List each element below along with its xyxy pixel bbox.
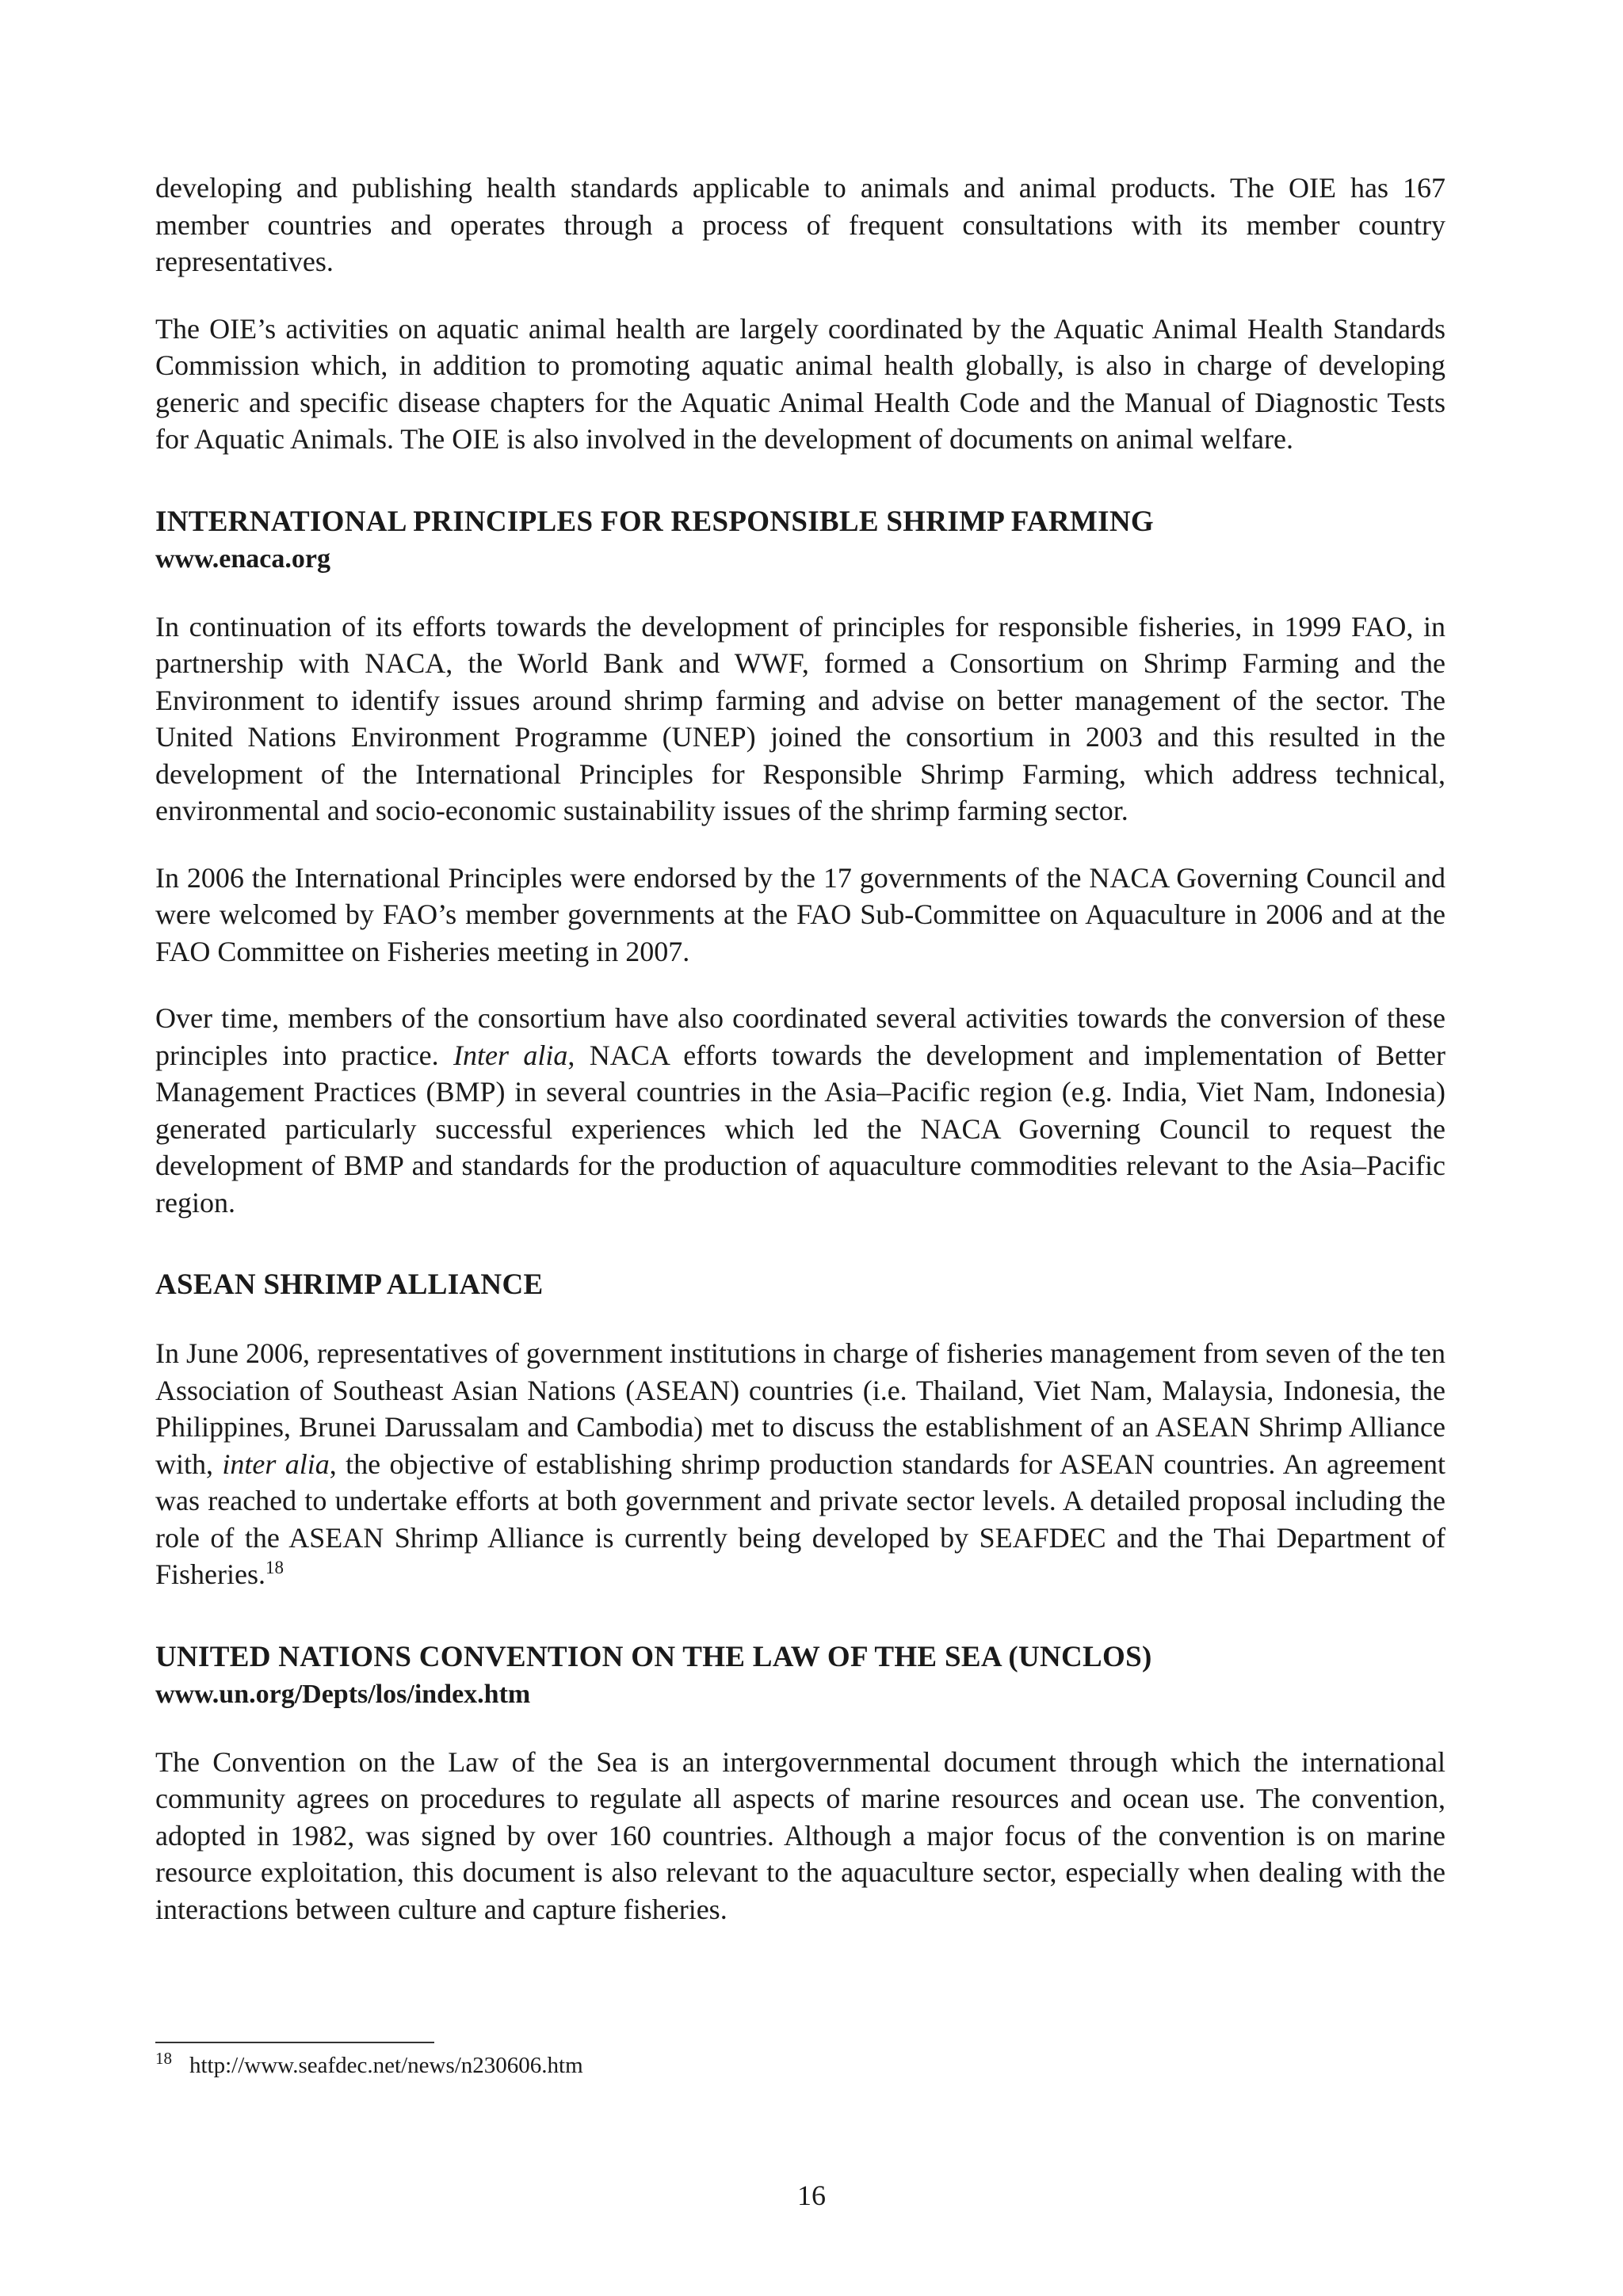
italic-inter-alia: inter alia xyxy=(222,1447,330,1480)
italic-inter-alia: Inter alia xyxy=(453,1039,568,1071)
text-run: Over time, members of the consortium have also coordinated several activities towards the conversion of these principles into practice. xyxy=(155,1002,1445,1071)
paragraph-shrimp-principles-2: In 2006 the International Principles were endorsed by the 17 governments of the NACA Governing Council and were welcomed by FAO’s member governments at the FAO Sub-Committee on Aquaculture in 2006 and at the FAO Committee on Fisheries meeting in 2007. xyxy=(155,861,1445,967)
footnote-link[interactable]: http://www.seafdec.net/news/n230606.htm xyxy=(189,2053,583,2078)
link-enaca[interactable]: www.enaca.org xyxy=(155,543,330,574)
paragraph-shrimp-principles-1: In continuation of its efforts towards the development of principles for responsible fisheries, in 1999 FAO, in partnership with NACA, the World Bank and WWF, formed a Consortium on Shrimp Farming and the Environment to identify issues around shrimp farming and advise on better management of the sector. The United Nations Environment Programme (UNEP) joined the consortium in 2003 and this resulted in the development of the International Principles for Responsible Shrimp Farming, which address technical, environmental and socio-economic sustainability issues of the shrimp farming sector. xyxy=(155,610,1445,826)
text-run: In June 2006, representatives of government institutions in charge of fisheries management from seven of the ten Association of Southeast Asian Nations (ASEAN) countries (i.e. Thailand, Viet Nam, Malaysia, Indonesia, the Philippines, Brunei Darussalam and Cambodia) met to discuss the establishment of an ASEAN Shrimp Alliance with, xyxy=(155,1337,1445,1480)
text-run: , the objective of establishing shrimp production standards for ASEAN countries. An agreement was reached to undertake efforts at both government and private sector levels. A detailed proposal including the role of the ASEAN Shrimp Alliance is currently being developed by SEAFDEC and the Thai Department of Fisheries. xyxy=(155,1447,1445,1590)
footnote xyxy=(155,2050,583,2081)
footnote-number: 18 xyxy=(155,2049,172,2069)
heading-unclos: UNITED NATIONS CONVENTION ON THE LAW OF THE SEA (UNCLOS) xyxy=(155,1640,1152,1673)
page-body xyxy=(155,170,1445,1958)
heading-asean-shrimp-alliance: ASEAN SHRIMP ALLIANCE xyxy=(155,1268,544,1301)
link-un-los[interactable]: www.un.org/Depts/los/index.htm xyxy=(155,1679,531,1709)
footnote-reference[interactable]: 18 xyxy=(265,1558,284,1577)
paragraph-oie-members: developing and publishing health standards applicable to animals and animal products. The OIE has 167 member countries and operates through a process of frequent consultations with its member country representatives. xyxy=(155,172,1445,277)
footnote-divider xyxy=(155,2042,434,2043)
text-run: , NACA efforts towards the development and implementation of Better Management Practices (BMP) in several countries in the Asia–Pacific region (e.g. India, Viet Nam, Indonesia) generated particularly successful experiences which led the NACA Governing Council to request the development of BMP and standards for the production of aquaculture commodities relevant to the Asia–Pacific region. xyxy=(155,1039,1446,1219)
page-number: 16 xyxy=(797,2180,826,2211)
heading-shrimp-principles: INTERNATIONAL PRINCIPLES FOR RESPONSIBLE SHRIMP FARMING xyxy=(155,505,1154,538)
paragraph-oie-activities: The OIE’s activities on aquatic animal health are largely coordinated by the Aquatic Animal Health Standards Commission which, in addition to promoting aquatic animal health globally, is also in charge of developing generic and specific disease chapters for the Aquatic Animal Health Code and the Manual of Diagnostic Tests for Aquatic Animals. The OIE is also involved in the development of documents on animal welfare. xyxy=(155,312,1445,455)
paragraph-unclos: The Convention on the Law of the Sea is an intergovernmental document through which the international community agrees on procedures to regulate all aspects of marine resources and ocean use. The convention, adopted in 1982, was signed by over 160 countries. Although a major focus of the convention is on marine resource exploitation, this document is also relevant to the aquaculture sector, especially when dealing with the interactions between culture and capture fisheries. xyxy=(155,1745,1445,1925)
paragraph-asean xyxy=(155,1335,1445,1593)
paragraph-shrimp-principles-3 xyxy=(155,1000,1445,1221)
